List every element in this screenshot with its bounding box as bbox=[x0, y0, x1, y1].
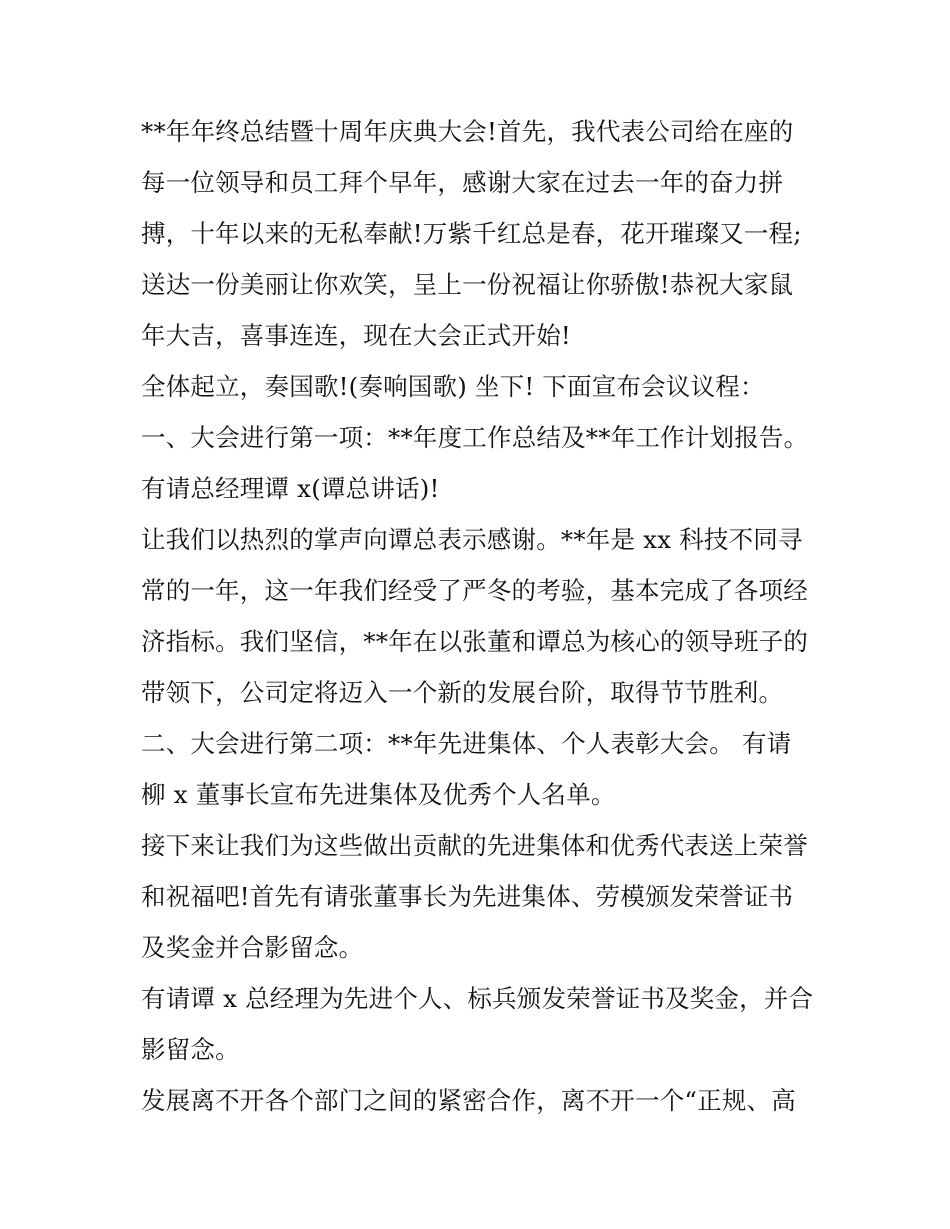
text-line: 年大吉，喜事连连，现在大会正式开始! bbox=[141, 321, 571, 350]
text-line: 常的一年，这一年我们经受了严冬的考验，基本完成了各项经 bbox=[141, 576, 808, 605]
text-line: 带领下，公司定将迈入一个新的发展台阶，取得节节胜利。 bbox=[141, 678, 784, 707]
text-line: 及奖金并合影留念。 bbox=[141, 933, 364, 962]
text-line: 全体起立，奏国歌!(奏响国歌) 坐下! 下面宣布会议议程： bbox=[141, 372, 765, 401]
text-line: 发展离不开各个部门之间的紧密合作，离不开一个“正规、高 bbox=[141, 1086, 796, 1115]
text-line: 每一位领导和员工拜个早年，感谢大家在过去一年的奋力拼 bbox=[141, 168, 784, 197]
text-line: 影留念。 bbox=[141, 1035, 240, 1064]
text-line: 有请总经理谭 x(谭总讲话)! bbox=[141, 474, 440, 503]
text-line: 接下来让我们为这些做出贡献的先进集体和优秀代表送上荣誉 bbox=[141, 831, 808, 860]
text-line: 搏，十年以来的无私奉献!万紫千红总是春，花开璀璨又一程; bbox=[141, 219, 802, 248]
text-line: **年年终总结暨十周年庆典大会!首先，我代表公司给在座的 bbox=[141, 117, 794, 146]
text-line: 有请谭 x 总经理为先进个人、标兵颁发荣誉证书及奖金，并合 bbox=[141, 984, 814, 1013]
text-line: 二、大会进行第二项：**年先进集体、个人表彰大会。 有请 bbox=[141, 729, 792, 758]
text-line: 济指标。我们坚信，**年在以张董和谭总为核心的领导班子的 bbox=[141, 627, 809, 656]
text-line: 柳 x 董事长宣布先进集体及优秀个人名单。 bbox=[141, 780, 616, 809]
text-line: 一、大会进行第一项：**年度工作总结及**年工作计划报告。 bbox=[141, 423, 809, 452]
text-line: 送达一份美丽让你欢笑，呈上一份祝福让你骄傲!恭祝大家鼠 bbox=[141, 270, 794, 299]
document-body bbox=[141, 106, 813, 1126]
text-line: 和祝福吧!首先有请张董事长为先进集体、劳模颁发荣誉证书 bbox=[141, 882, 794, 911]
text-line: 让我们以热烈的掌声向谭总表示感谢。**年是 xx 科技不同寻 bbox=[141, 525, 803, 554]
